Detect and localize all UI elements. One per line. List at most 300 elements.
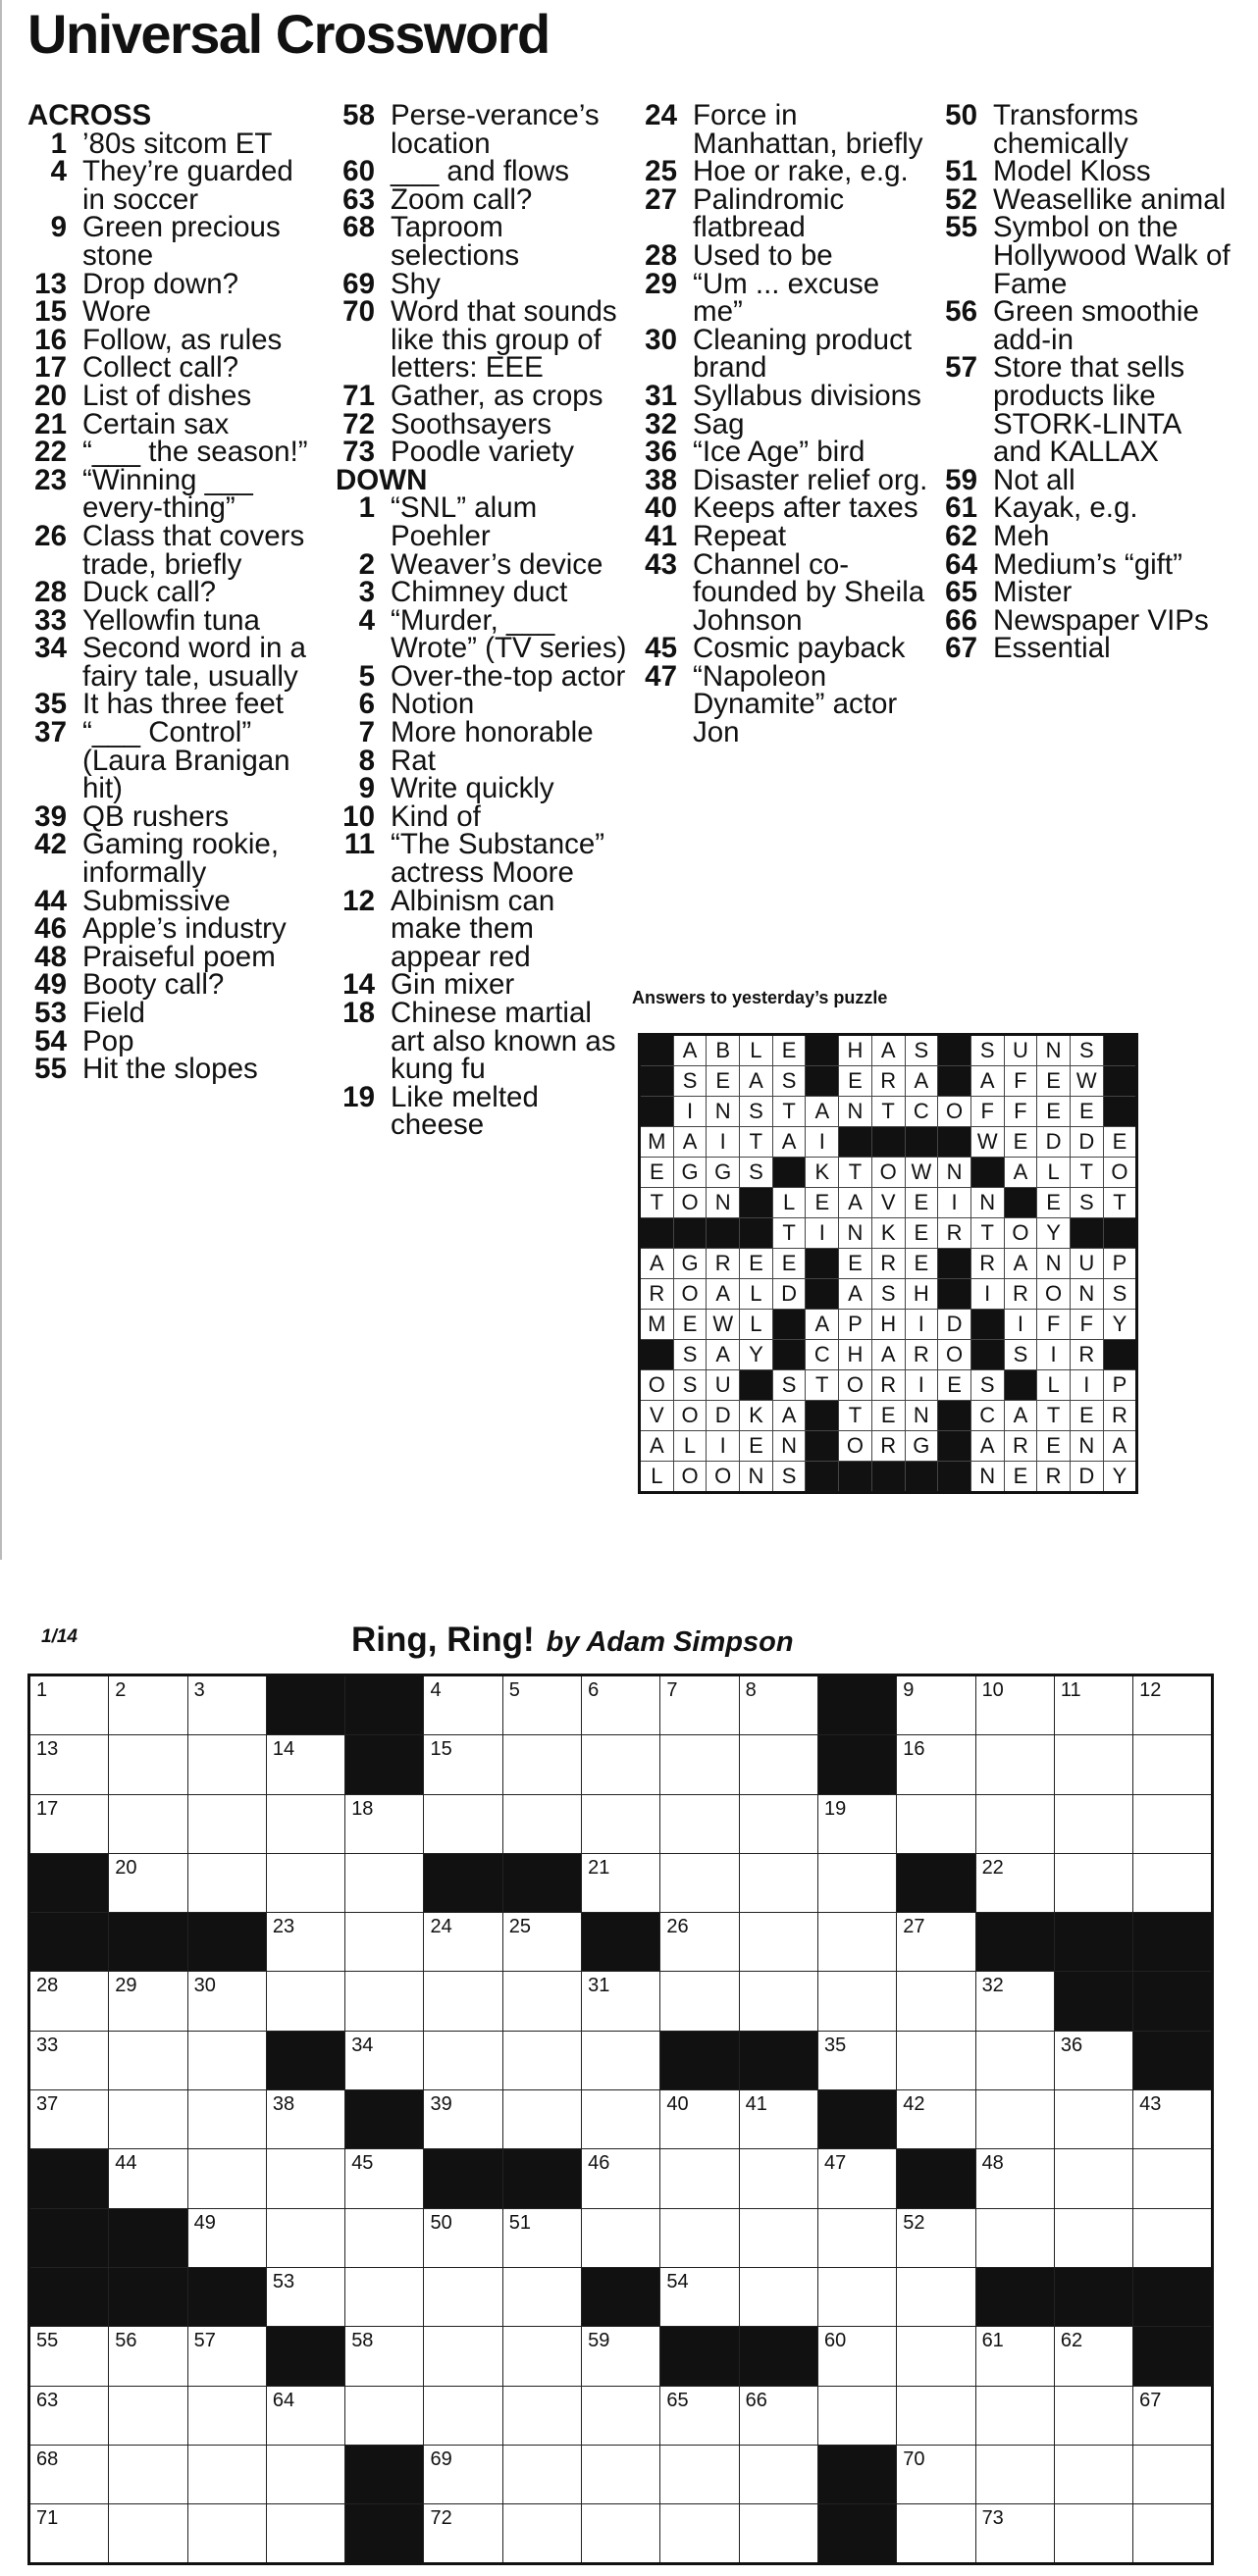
grid-cell[interactable] bbox=[660, 1972, 739, 2031]
grid-cell[interactable] bbox=[345, 1913, 424, 1972]
answer-cell: R bbox=[905, 1340, 938, 1370]
grid-block bbox=[817, 1675, 896, 1735]
grid-cell[interactable] bbox=[266, 2090, 344, 2149]
grid-cell[interactable] bbox=[109, 2031, 187, 2089]
down-clue[interactable] bbox=[638, 547, 932, 637]
down-clue[interactable] bbox=[938, 603, 1232, 637]
grid-cell[interactable] bbox=[582, 2386, 660, 2445]
cell-number: 31 bbox=[588, 1975, 610, 1997]
down-clue[interactable] bbox=[638, 438, 932, 467]
grid-cell[interactable] bbox=[660, 2208, 739, 2267]
grid-cell[interactable] bbox=[975, 1735, 1054, 1794]
grid-cell[interactable] bbox=[29, 1675, 109, 1735]
grid-cell[interactable] bbox=[502, 1794, 581, 1853]
down-clue[interactable] bbox=[336, 603, 630, 665]
down-clue[interactable] bbox=[638, 519, 932, 552]
grid-cell[interactable] bbox=[266, 2504, 344, 2564]
grid-cell[interactable] bbox=[29, 2386, 109, 2445]
grid-cell[interactable] bbox=[582, 2149, 660, 2208]
grid-cell[interactable] bbox=[424, 1972, 502, 2031]
grid-cell[interactable] bbox=[975, 2031, 1054, 2089]
grid-cell[interactable] bbox=[502, 2386, 581, 2445]
answer-cell: T bbox=[1037, 1401, 1071, 1431]
grid-cell[interactable] bbox=[975, 2327, 1054, 2386]
grid-cell[interactable] bbox=[660, 1675, 739, 1735]
grid-cell[interactable] bbox=[345, 2149, 424, 2208]
grid-cell[interactable] bbox=[502, 2445, 581, 2503]
grid-cell[interactable] bbox=[1054, 2149, 1132, 2208]
down-clue[interactable] bbox=[336, 968, 630, 1002]
across-clue[interactable] bbox=[27, 997, 322, 1029]
down-clue[interactable] bbox=[336, 659, 630, 693]
answer-cell: E bbox=[905, 1249, 938, 1279]
across-clue[interactable] bbox=[27, 407, 322, 440]
down-clue[interactable] bbox=[638, 407, 932, 440]
down-clue[interactable] bbox=[938, 295, 1232, 356]
across-clue[interactable] bbox=[27, 323, 322, 356]
grid-cell[interactable] bbox=[582, 2327, 660, 2386]
down-clue[interactable] bbox=[938, 519, 1232, 552]
grid-cell[interactable] bbox=[29, 1735, 109, 1794]
grid-cell[interactable] bbox=[424, 1913, 502, 1972]
grid-cell[interactable] bbox=[109, 2504, 187, 2564]
grid-cell[interactable] bbox=[975, 1853, 1054, 1912]
grid-cell[interactable] bbox=[502, 2031, 581, 2089]
grid-cell[interactable] bbox=[897, 1913, 975, 1972]
grid-cell[interactable] bbox=[29, 1972, 109, 2031]
down-clue[interactable] bbox=[336, 799, 630, 833]
down-clue[interactable] bbox=[336, 997, 630, 1086]
grid-cell[interactable] bbox=[345, 1794, 424, 1853]
grid-cell[interactable] bbox=[1133, 1794, 1213, 1853]
clue-number: 38 bbox=[645, 463, 677, 496]
across-clue[interactable] bbox=[27, 379, 322, 412]
grid-cell[interactable] bbox=[660, 2504, 739, 2564]
grid-cell[interactable] bbox=[897, 2504, 975, 2564]
across-clue[interactable] bbox=[27, 1053, 322, 1086]
grid-cell[interactable] bbox=[345, 2267, 424, 2326]
down-clue[interactable] bbox=[938, 182, 1232, 216]
grid-cell[interactable] bbox=[817, 1913, 896, 1972]
grid-cell[interactable] bbox=[187, 2149, 266, 2208]
down-clue[interactable] bbox=[638, 267, 932, 329]
clue-text: Newspaper VIPs bbox=[993, 603, 1209, 637]
down-clue[interactable] bbox=[938, 99, 1232, 160]
grid-cell[interactable] bbox=[1054, 1794, 1132, 1853]
grid-cell[interactable] bbox=[502, 2327, 581, 2386]
grid-cell[interactable] bbox=[1054, 2504, 1132, 2564]
cell-number: 64 bbox=[272, 2389, 295, 2411]
grid-cell[interactable] bbox=[897, 2327, 975, 2386]
across-clue[interactable] bbox=[27, 438, 322, 467]
grid-cell[interactable] bbox=[897, 2090, 975, 2149]
grid-cell[interactable] bbox=[975, 2445, 1054, 2503]
grid-cell[interactable] bbox=[897, 2445, 975, 2503]
grid-cell[interactable] bbox=[29, 2445, 109, 2503]
clue-number: 59 bbox=[945, 463, 977, 496]
down-clue[interactable] bbox=[638, 99, 932, 160]
across-clue[interactable] bbox=[27, 576, 322, 609]
across-clue[interactable] bbox=[27, 912, 322, 946]
clue-number: 4 bbox=[358, 603, 375, 637]
down-clue[interactable] bbox=[336, 547, 630, 581]
grid-cell[interactable] bbox=[582, 2090, 660, 2149]
answer-cell: O bbox=[673, 1401, 707, 1431]
grid-block bbox=[266, 2031, 344, 2089]
grid-cell[interactable] bbox=[187, 2445, 266, 2503]
grid-cell[interactable] bbox=[502, 2208, 581, 2267]
answer-cell: A bbox=[1004, 1158, 1037, 1188]
grid-cell[interactable] bbox=[897, 2031, 975, 2089]
grid-block bbox=[502, 2149, 581, 2208]
answer-cell: A bbox=[640, 1431, 674, 1462]
grid-cell[interactable] bbox=[266, 2208, 344, 2267]
grid-cell[interactable] bbox=[660, 2149, 739, 2208]
grid-cell[interactable] bbox=[266, 1913, 344, 1972]
grid-cell[interactable] bbox=[424, 2208, 502, 2267]
down-clue[interactable] bbox=[938, 463, 1232, 496]
grid-cell[interactable] bbox=[817, 2149, 896, 2208]
down-clue[interactable] bbox=[638, 463, 932, 496]
across-clue[interactable] bbox=[27, 1024, 322, 1057]
grid-cell[interactable] bbox=[1133, 1675, 1213, 1735]
down-clue[interactable] bbox=[336, 688, 630, 721]
clue-text: “___ the season!” bbox=[82, 436, 308, 469]
grid-cell[interactable] bbox=[109, 1675, 187, 1735]
grid-cell[interactable] bbox=[109, 2445, 187, 2503]
clue-number: 53 bbox=[34, 997, 67, 1029]
grid-cell[interactable] bbox=[1133, 2504, 1213, 2564]
answer-cell: S bbox=[673, 1066, 707, 1097]
grid-cell[interactable] bbox=[187, 1853, 266, 1912]
grid-cell[interactable] bbox=[424, 2504, 502, 2564]
down-clue[interactable] bbox=[336, 716, 630, 749]
grid-cell[interactable] bbox=[1054, 2031, 1132, 2089]
grid-cell[interactable] bbox=[582, 1675, 660, 1735]
grid-cell[interactable] bbox=[897, 1794, 975, 1853]
down-clue[interactable] bbox=[336, 828, 630, 890]
grid-cell[interactable] bbox=[1054, 2208, 1132, 2267]
grid-cell[interactable] bbox=[424, 1735, 502, 1794]
grid-cell[interactable] bbox=[266, 1735, 344, 1794]
down-clue[interactable] bbox=[938, 547, 1232, 581]
grid-cell[interactable] bbox=[187, 1735, 266, 1794]
grid-cell[interactable] bbox=[1133, 2445, 1213, 2503]
grid-cell[interactable] bbox=[739, 2208, 817, 2267]
down-clue[interactable] bbox=[638, 323, 932, 385]
grid-cell[interactable] bbox=[1133, 2090, 1213, 2149]
across-clue[interactable] bbox=[27, 884, 322, 917]
across-clue[interactable] bbox=[27, 463, 322, 525]
grid-cell[interactable] bbox=[660, 2386, 739, 2445]
grid-cell[interactable] bbox=[582, 1794, 660, 1853]
grid-cell[interactable] bbox=[502, 2504, 581, 2564]
across-clue[interactable] bbox=[27, 632, 322, 693]
grid-cell[interactable] bbox=[739, 1735, 817, 1794]
grid-cell[interactable] bbox=[660, 1735, 739, 1794]
down-clue[interactable] bbox=[638, 659, 932, 749]
puzzle-author: by Adam Simpson bbox=[546, 1626, 794, 1658]
grid-cell[interactable] bbox=[424, 1794, 502, 1853]
grid-cell[interactable] bbox=[424, 2090, 502, 2149]
grid-cell[interactable] bbox=[660, 2267, 739, 2326]
grid-cell[interactable] bbox=[502, 1913, 581, 1972]
grid-cell[interactable] bbox=[345, 2386, 424, 2445]
grid-cell[interactable] bbox=[29, 2090, 109, 2149]
grid-cell[interactable] bbox=[187, 1972, 266, 2031]
cell-number: 30 bbox=[193, 1975, 216, 1997]
grid-cell[interactable] bbox=[582, 2504, 660, 2564]
grid-cell[interactable] bbox=[1054, 1675, 1132, 1735]
across-clue[interactable] bbox=[27, 603, 322, 637]
grid-cell[interactable] bbox=[739, 2149, 817, 2208]
grid-cell[interactable] bbox=[29, 2031, 109, 2089]
grid-cell[interactable] bbox=[975, 2090, 1054, 2149]
down-clue[interactable] bbox=[638, 238, 932, 272]
grid-cell[interactable] bbox=[975, 2386, 1054, 2445]
grid-cell[interactable] bbox=[660, 1853, 739, 1912]
grid-cell[interactable] bbox=[817, 1972, 896, 2031]
answer-cell: E bbox=[1103, 1127, 1137, 1158]
clue-number: 32 bbox=[645, 407, 677, 440]
grid-cell[interactable] bbox=[1133, 1853, 1213, 1912]
across-clue[interactable] bbox=[336, 267, 630, 300]
grid-cell[interactable] bbox=[266, 2445, 344, 2503]
grid-cell[interactable] bbox=[1054, 1853, 1132, 1912]
grid-block bbox=[582, 1913, 660, 1972]
grid-cell[interactable] bbox=[109, 1972, 187, 2031]
grid-cell[interactable] bbox=[502, 2090, 581, 2149]
across-clue[interactable] bbox=[27, 688, 322, 721]
grid-cell[interactable] bbox=[1054, 2386, 1132, 2445]
grid-cell[interactable] bbox=[266, 2386, 344, 2445]
down-clue[interactable] bbox=[336, 772, 630, 805]
across-clue[interactable] bbox=[27, 799, 322, 833]
grid-cell[interactable] bbox=[739, 2386, 817, 2445]
grid-cell[interactable] bbox=[187, 1675, 266, 1735]
grid-cell[interactable] bbox=[897, 2267, 975, 2326]
down-clue[interactable] bbox=[938, 632, 1232, 665]
across-clue[interactable] bbox=[27, 828, 322, 890]
down-clue[interactable] bbox=[638, 182, 932, 244]
grid-cell[interactable] bbox=[424, 2445, 502, 2503]
down-clue[interactable] bbox=[938, 211, 1232, 300]
grid-cell[interactable] bbox=[109, 1853, 187, 1912]
across-clue[interactable] bbox=[336, 182, 630, 216]
grid-cell[interactable] bbox=[897, 1675, 975, 1735]
grid-cell[interactable] bbox=[897, 2386, 975, 2445]
grid-cell[interactable] bbox=[975, 1675, 1054, 1735]
grid-cell[interactable] bbox=[975, 1972, 1054, 2031]
grid-cell[interactable] bbox=[29, 1794, 109, 1853]
answer-cell: A bbox=[970, 1431, 1004, 1462]
grid-cell[interactable] bbox=[1054, 2445, 1132, 2503]
grid-cell[interactable] bbox=[187, 2031, 266, 2089]
grid-cell[interactable] bbox=[739, 1794, 817, 1853]
down-clue[interactable] bbox=[938, 155, 1232, 188]
clue-text: Keeps after taxes bbox=[693, 491, 918, 525]
down-clue[interactable] bbox=[336, 491, 630, 552]
grid-cell[interactable] bbox=[739, 2090, 817, 2149]
across-clue[interactable] bbox=[336, 379, 630, 412]
clue-number: 2 bbox=[358, 547, 375, 581]
grid-cell[interactable] bbox=[109, 1794, 187, 1853]
grid-cell[interactable] bbox=[582, 2445, 660, 2503]
across-clue[interactable] bbox=[336, 295, 630, 385]
down-clue[interactable] bbox=[938, 351, 1232, 469]
grid-cell[interactable] bbox=[502, 1972, 581, 2031]
across-clue[interactable] bbox=[336, 211, 630, 272]
grid-cell[interactable] bbox=[109, 2327, 187, 2386]
grid-cell[interactable] bbox=[187, 2386, 266, 2445]
across-clue[interactable] bbox=[27, 295, 322, 329]
grid-cell[interactable] bbox=[266, 1794, 344, 1853]
grid-cell[interactable] bbox=[582, 2208, 660, 2267]
answers-row bbox=[640, 1431, 1137, 1462]
grid-cell[interactable] bbox=[817, 2267, 896, 2326]
clue-number: 35 bbox=[34, 688, 67, 721]
grid-cell[interactable] bbox=[424, 2031, 502, 2089]
down-clue[interactable] bbox=[638, 491, 932, 525]
grid-cell[interactable] bbox=[345, 1972, 424, 2031]
clue-number: 49 bbox=[34, 968, 67, 1002]
grid-cell[interactable] bbox=[266, 2267, 344, 2326]
across-clue[interactable] bbox=[27, 127, 322, 160]
cell-number: 51 bbox=[508, 2211, 532, 2234]
grid-cell[interactable] bbox=[975, 2149, 1054, 2208]
grid-cell[interactable] bbox=[1133, 2208, 1213, 2267]
grid-cell[interactable] bbox=[582, 2031, 660, 2089]
grid-cell[interactable] bbox=[817, 1853, 896, 1912]
grid-cell[interactable] bbox=[582, 1972, 660, 2031]
grid-cell[interactable] bbox=[345, 1853, 424, 1912]
grid-cell[interactable] bbox=[187, 2090, 266, 2149]
grid-cell[interactable] bbox=[109, 2149, 187, 2208]
across-clue[interactable] bbox=[27, 267, 322, 300]
answer-cell: L bbox=[673, 1431, 707, 1462]
grid-cell[interactable] bbox=[29, 2327, 109, 2386]
answer-cell: S bbox=[772, 1462, 806, 1493]
grid-cell[interactable] bbox=[424, 2267, 502, 2326]
grid-cell[interactable] bbox=[739, 2504, 817, 2564]
grid-cell[interactable] bbox=[739, 1913, 817, 1972]
across-clue[interactable] bbox=[27, 155, 322, 216]
grid-cell[interactable] bbox=[187, 1794, 266, 1853]
across-clue[interactable] bbox=[27, 211, 322, 272]
grid-cell[interactable] bbox=[502, 1735, 581, 1794]
grid-cell[interactable] bbox=[897, 1735, 975, 1794]
across-clue[interactable] bbox=[27, 351, 322, 385]
grid-cell[interactable] bbox=[424, 1675, 502, 1735]
grid-cell[interactable] bbox=[1054, 2327, 1132, 2386]
grid-cell[interactable] bbox=[187, 2208, 266, 2267]
grid-cell[interactable] bbox=[897, 1972, 975, 2031]
grid-cell[interactable] bbox=[424, 2327, 502, 2386]
grid-cell[interactable] bbox=[266, 2149, 344, 2208]
across-clue[interactable] bbox=[27, 716, 322, 805]
grid-cell[interactable] bbox=[266, 1972, 344, 2031]
across-clue[interactable] bbox=[27, 968, 322, 1002]
grid-cell[interactable] bbox=[582, 1853, 660, 1912]
crossword-grid[interactable] bbox=[27, 1674, 1214, 2565]
answer-cell: Y bbox=[1103, 1310, 1137, 1340]
across-clue[interactable] bbox=[27, 940, 322, 973]
grid-cell[interactable] bbox=[975, 1794, 1054, 1853]
grid-cell[interactable] bbox=[975, 2208, 1054, 2267]
grid-cell[interactable] bbox=[187, 2327, 266, 2386]
across-clue[interactable] bbox=[336, 155, 630, 188]
grid-block bbox=[266, 2327, 344, 2386]
grid-cell[interactable] bbox=[1133, 2386, 1213, 2445]
down-clue[interactable] bbox=[336, 576, 630, 609]
grid-cell[interactable] bbox=[109, 2090, 187, 2149]
down-clue[interactable] bbox=[336, 884, 630, 973]
grid-cell[interactable] bbox=[739, 1972, 817, 2031]
grid-cell[interactable] bbox=[502, 2267, 581, 2326]
grid-cell[interactable] bbox=[109, 2386, 187, 2445]
grid-cell[interactable] bbox=[817, 2208, 896, 2267]
clue-number: 28 bbox=[645, 238, 677, 272]
down-clue[interactable] bbox=[336, 744, 630, 777]
across-clue[interactable] bbox=[336, 99, 630, 160]
grid-cell[interactable] bbox=[739, 1853, 817, 1912]
down-clue[interactable] bbox=[938, 491, 1232, 525]
answer-cell: U bbox=[1070, 1249, 1103, 1279]
cell-number: 6 bbox=[588, 1679, 600, 1701]
down-clue[interactable] bbox=[938, 576, 1232, 609]
grid-cell[interactable] bbox=[345, 2208, 424, 2267]
grid-cell[interactable] bbox=[739, 2445, 817, 2503]
grid-cell[interactable] bbox=[817, 2031, 896, 2089]
grid-cell[interactable] bbox=[345, 2327, 424, 2386]
down-clue[interactable] bbox=[638, 632, 932, 665]
grid-cell[interactable] bbox=[975, 2504, 1054, 2564]
across-clue[interactable] bbox=[336, 438, 630, 467]
grid-cell[interactable] bbox=[1133, 2149, 1213, 2208]
grid-cell[interactable] bbox=[660, 1794, 739, 1853]
grid-cell[interactable] bbox=[660, 2090, 739, 2149]
grid-cell[interactable] bbox=[1054, 1735, 1132, 1794]
grid-cell[interactable] bbox=[739, 1675, 817, 1735]
grid-cell[interactable] bbox=[29, 2504, 109, 2564]
grid-cell[interactable] bbox=[1133, 1735, 1213, 1794]
down-clue[interactable] bbox=[336, 1080, 630, 1142]
grid-cell[interactable] bbox=[109, 1735, 187, 1794]
grid-cell[interactable] bbox=[187, 2504, 266, 2564]
across-clue[interactable] bbox=[27, 519, 322, 581]
grid-cell[interactable] bbox=[660, 2445, 739, 2503]
down-clue[interactable] bbox=[638, 155, 932, 188]
grid-cell[interactable] bbox=[1054, 2090, 1132, 2149]
grid-cell[interactable] bbox=[897, 2208, 975, 2267]
answer-cell: A bbox=[1103, 1431, 1137, 1462]
down-clue[interactable] bbox=[638, 379, 932, 412]
grid-cell[interactable] bbox=[502, 1675, 581, 1735]
clue-text: Hoe or rake, e.g. bbox=[693, 155, 909, 188]
grid-cell[interactable] bbox=[582, 1735, 660, 1794]
grid-cell[interactable] bbox=[817, 2327, 896, 2386]
answer-cell: N bbox=[1070, 1431, 1103, 1462]
answer-cell: E bbox=[740, 1431, 773, 1462]
grid-cell[interactable] bbox=[739, 2267, 817, 2326]
across-clue[interactable] bbox=[336, 407, 630, 440]
grid-cell[interactable] bbox=[424, 2386, 502, 2445]
grid-cell[interactable] bbox=[345, 2031, 424, 2089]
grid-cell[interactable] bbox=[660, 1913, 739, 1972]
grid-cell[interactable] bbox=[817, 1794, 896, 1853]
grid-cell[interactable] bbox=[817, 2386, 896, 2445]
grid-cell[interactable] bbox=[266, 1853, 344, 1912]
